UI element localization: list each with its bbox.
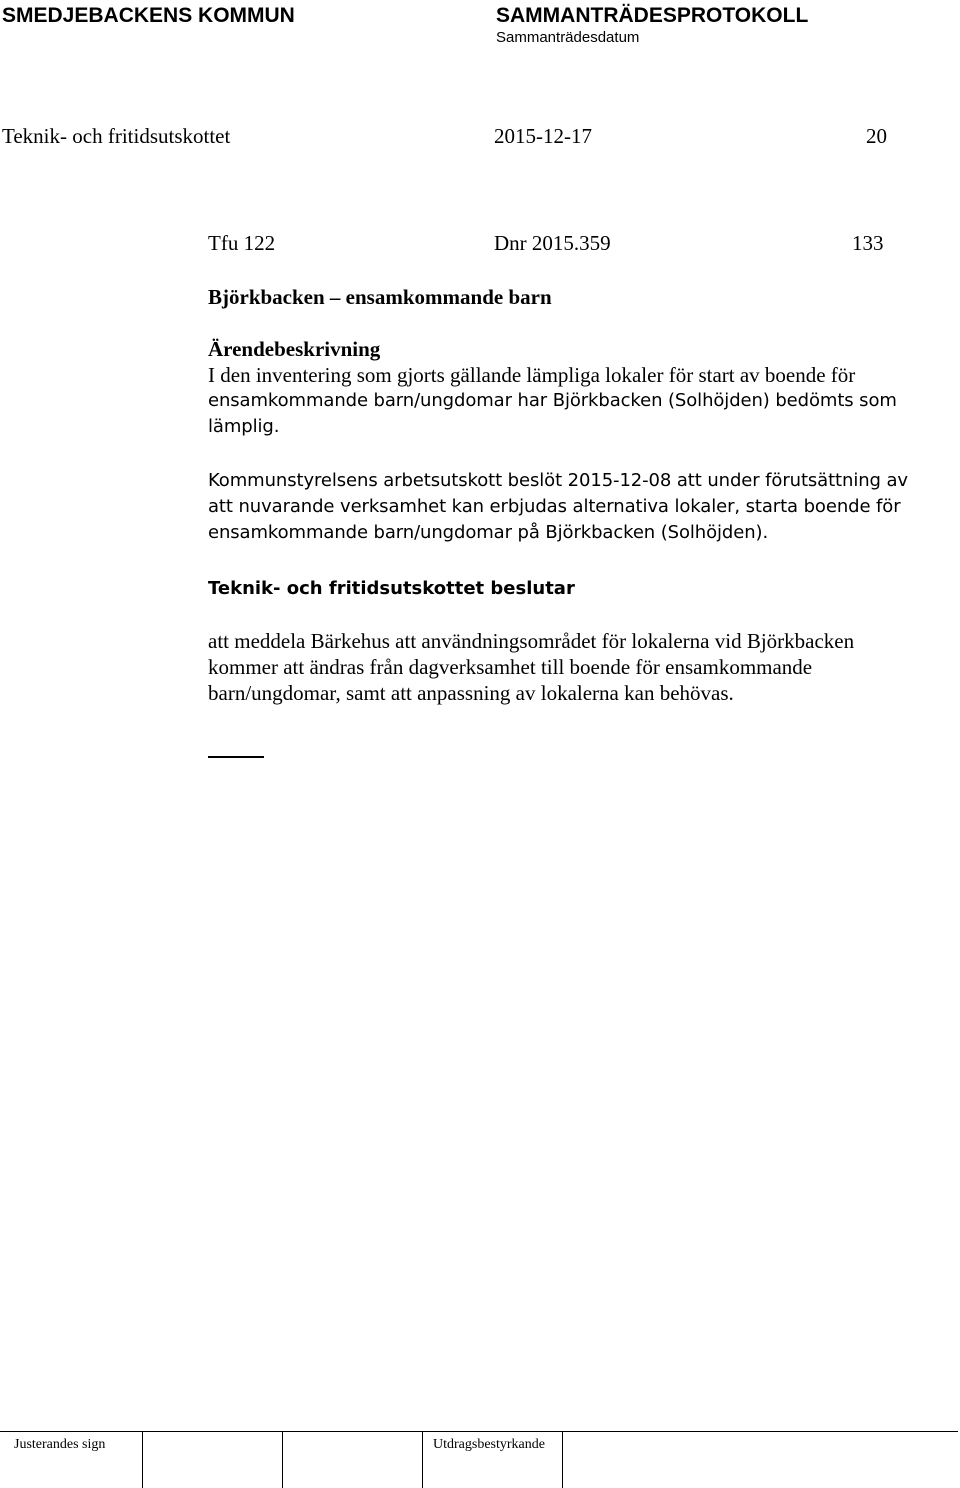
committee-name: Teknik- och fritidsutskottet — [2, 124, 231, 148]
utdragsbestyrkande-label: Utdragsbestyrkande — [433, 1437, 545, 1452]
document-type: SAMMANTRÄDESPROTOKOLL — [496, 4, 809, 27]
description-line: ensamkommande barn/ungdomar har Björkbacken (Solhöjden) bedömts som — [208, 390, 897, 411]
page-number: 20 — [866, 124, 887, 148]
footer-divider — [142, 1431, 143, 1488]
footer-top-rule — [0, 1431, 958, 1432]
ks-line: Kommunstyrelsens arbetsutskott beslöt 2015-12-08 att under förutsättning av — [208, 470, 908, 491]
description-line: I den inventering som gjorts gällande lämpliga lokaler för start av boende för — [208, 363, 856, 387]
footer-divider — [562, 1431, 563, 1488]
municipality-name: SMEDJEBACKENS KOMMUN — [2, 4, 295, 27]
item-title: Björkbacken – ensamkommande barn — [208, 285, 552, 309]
justerandes-sign-label: Justerandes sign — [14, 1437, 106, 1452]
decision-line: kommer att ändras från dagverksamhet till boende för ensamkommande — [208, 655, 813, 679]
end-rule — [208, 756, 264, 758]
section-heading: Ärendebeskrivning — [208, 337, 381, 361]
date-label: Sammanträdesdatum — [496, 29, 640, 46]
ks-paragraph — [208, 468, 928, 546]
item-code: 133 — [852, 231, 884, 255]
meeting-date: 2015-12-17 — [494, 124, 592, 148]
decision-heading: Teknik- och fritidsutskottet beslutar — [208, 578, 575, 599]
footer-divider — [422, 1431, 423, 1488]
ks-line: ensamkommande barn/ungdomar på Björkbacken (Solhöjden). — [208, 522, 769, 543]
description-line: lämplig. — [208, 416, 280, 437]
description-paragraph — [208, 362, 928, 440]
item-number: Tfu 122 — [208, 231, 276, 255]
item-dnr: Dnr 2015.359 — [494, 231, 611, 255]
ks-line: att nuvarande verksamhet kan erbjudas alternativa lokaler, starta boende för — [208, 496, 901, 517]
decision-line: barn/ungdomar, samt att anpassning av lokalerna kan behövas. — [208, 681, 734, 705]
decision-line: att meddela Bärkehus att användningsområdet för lokalerna vid Björkbacken — [208, 629, 855, 653]
decision-paragraph — [208, 628, 928, 706]
footer-divider — [282, 1431, 283, 1488]
